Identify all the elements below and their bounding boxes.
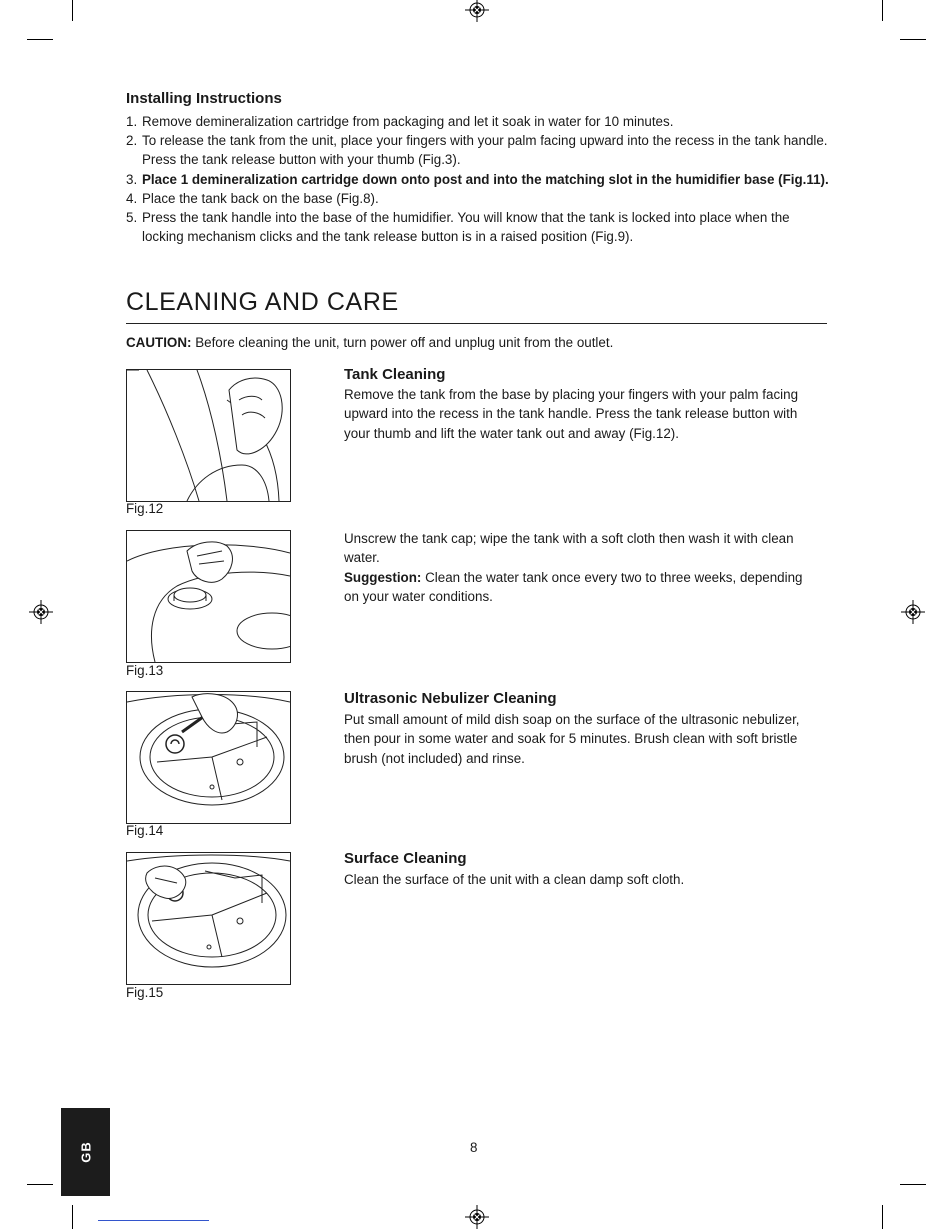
- install-step: [126, 170, 831, 189]
- install-step: [126, 208, 831, 246]
- figure-13-image: [126, 530, 291, 663]
- registration-mark-top: [465, 0, 489, 22]
- figure-12-caption: Fig.12: [126, 501, 164, 516]
- step-text: Press the tank handle into the base of the humidifier. You will know that the tank is locked into place when the locking mechanism clicks and the tank release button is in a raised position (Fig.9).: [142, 210, 790, 245]
- surface-cleaning-illustration: [127, 853, 290, 984]
- page-number: 8: [470, 1140, 478, 1155]
- installing-steps: [126, 112, 831, 246]
- figure-14-caption: Fig.14: [126, 823, 164, 838]
- step-text: To release the tank from the unit, place your fingers with your palm facing upward into the recess in the tank handle. Press the tank release button with your thumb (Fig.3).: [142, 133, 828, 168]
- suggestion-label: Suggestion:: [344, 569, 422, 585]
- install-step: [126, 131, 831, 169]
- registration-mark-right: [901, 600, 925, 624]
- nebulizer-cleaning-title: Ultrasonic Nebulizer Cleaning: [344, 690, 557, 707]
- language-tab-label: GB: [78, 1141, 93, 1163]
- registration-mark-left: [29, 600, 53, 624]
- crop-mark: [900, 1184, 926, 1185]
- step-text: Remove demineralization cartridge from packaging and let it soak in water for 10 minutes.: [142, 114, 674, 129]
- step-number: 3.: [126, 171, 138, 187]
- caution-note: [126, 335, 613, 350]
- crop-mark: [72, 1205, 73, 1229]
- surface-cleaning-title: Surface Cleaning: [344, 850, 467, 867]
- figure-12-image: [126, 369, 291, 502]
- figure-15-caption: Fig.15: [126, 985, 164, 1000]
- tank-cap-illustration: [127, 531, 290, 662]
- tank-cleaning-text: Remove the tank from the base by placing your fingers with your palm facing upward into the recess in the tank handle. Press the tank release button with your thumb and lift the water tank out and away (Fig.12).: [344, 387, 799, 441]
- step-number: 5.: [126, 210, 138, 226]
- surface-cleaning-text: Clean the surface of the unit with a clean damp soft cloth.: [344, 872, 685, 887]
- install-step: [126, 189, 831, 208]
- step-number: 4.: [126, 190, 138, 206]
- suggestion-note: [344, 568, 814, 607]
- step-number: 1.: [126, 114, 138, 129]
- nebulizer-cleaning-text: Put small amount of mild dish soap on the surface of the ultrasonic nebulizer, then pour in some water and soak for 5 minutes. Brush clean with soft bristle brush (not included) and rinse.: [344, 712, 800, 766]
- figure-15-image: [126, 852, 291, 985]
- crop-mark: [72, 0, 73, 21]
- crop-mark: [882, 1205, 883, 1229]
- language-tab: [61, 1108, 110, 1196]
- unscrew-section: [344, 529, 814, 606]
- section-divider: [126, 323, 827, 324]
- step-text: Place 1 demineralization cartridge down onto post and into the matching slot in the humidifier base (Fig.11).: [142, 171, 829, 187]
- installing-heading: Installing Instructions: [126, 90, 282, 107]
- tank-cleaning-title: Tank Cleaning: [344, 366, 446, 383]
- tank-removal-illustration: [127, 370, 290, 501]
- suggestion-text: Clean the water tank once every two to three weeks, depending on your water conditions.: [344, 569, 803, 604]
- cleaning-heading: CLEANING AND CARE: [126, 288, 399, 316]
- crop-mark: [27, 39, 53, 40]
- figure-13-caption: Fig.13: [126, 663, 164, 678]
- crop-mark: [882, 0, 883, 21]
- step-text: Place the tank back on the base (Fig.8).: [142, 190, 379, 206]
- install-step: [126, 112, 831, 131]
- bottom-underline: [98, 1220, 209, 1221]
- crop-mark: [27, 1184, 53, 1185]
- registration-mark-bottom: [465, 1205, 489, 1229]
- caution-text: Before cleaning the unit, turn power off and unplug unit from the outlet.: [191, 335, 614, 350]
- step-number: 2.: [126, 133, 138, 149]
- figure-14-image: [126, 691, 291, 824]
- unscrew-text: Unscrew the tank cap; wipe the tank with a soft cloth then wash it with clean water.: [344, 531, 794, 566]
- crop-mark: [900, 39, 926, 40]
- caution-label: CAUTION:: [126, 335, 192, 350]
- nebulizer-illustration: [127, 692, 290, 823]
